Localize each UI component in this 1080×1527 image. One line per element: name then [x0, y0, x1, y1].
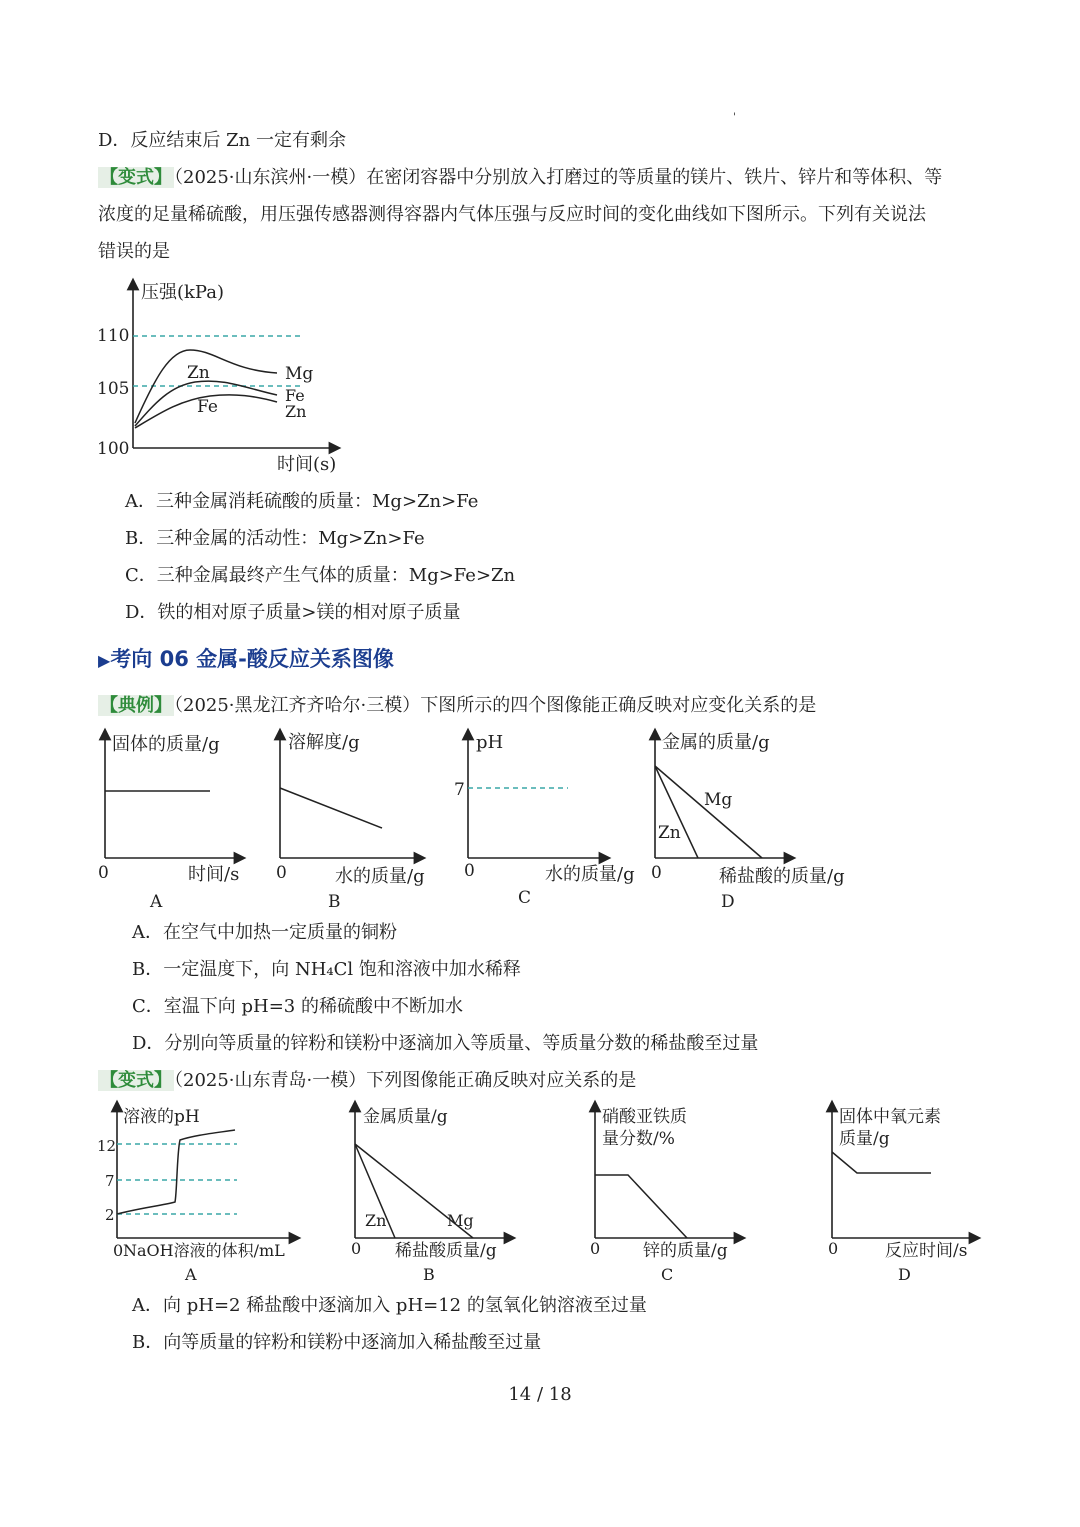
svg-text:溶解度/g: 溶解度/g [288, 732, 360, 753]
svg-text:反应时间/s: 反应时间/s [885, 1241, 968, 1261]
svg-text:7: 7 [105, 1172, 115, 1190]
svg-text:0: 0 [464, 861, 475, 881]
ytick-100: 100 [97, 439, 130, 459]
variant1-option-d: D．铁的相对原子质量>镁的相对原子质量 [125, 602, 461, 623]
svg-text:Zn: Zn [365, 1211, 387, 1230]
variant2-line1: 【变式】 （2025·山东青岛·一模）下列图像能正确反映对应关系的是 [100, 1070, 637, 1091]
variant1-option-a: A．三种金属消耗硫酸的质量：Mg>Zn>Fe [125, 491, 479, 512]
stray-mark: ' [733, 112, 736, 123]
svg-text:Mg: Mg [704, 790, 733, 810]
v2-graph-d [828, 1106, 975, 1284]
svg-text:NaOH溶液的体积/mL: NaOH溶液的体积/mL [123, 1241, 285, 1260]
svg-text:量分数/%: 量分数/% [602, 1129, 675, 1149]
label-zn-end: Zn [285, 402, 307, 421]
variant1-line3: 错误的是 [98, 241, 170, 262]
variant1-line2: 浓度的足量稀硫酸，用压强传感器测得容器内气体压强与反应时间的变化曲线如下图所示。下列有关说法 [98, 204, 926, 225]
svg-text:D: D [721, 892, 735, 912]
graph-c [454, 732, 635, 908]
graph-d-mg-line [655, 766, 762, 858]
svg-text:质量/g: 质量/g [839, 1129, 890, 1149]
y-axis-label: 压强(kPa) [141, 282, 224, 303]
triangle-icon: ▶ [98, 651, 111, 670]
svg-text:0: 0 [351, 1239, 362, 1258]
example-option-a: A．在空气中加热一定质量的铜粉 [132, 922, 397, 943]
example-line1: 【典例】 （2025·黑龙江齐齐哈尔·三模）下图所示的四个图像能正确反映对应变化关系的是 [100, 695, 817, 716]
variant1-option-b: B．三种金属的活动性：Mg>Zn>Fe [125, 528, 425, 549]
svg-text:0: 0 [98, 863, 109, 883]
svg-text:0: 0 [276, 863, 287, 883]
v2-graph-c [590, 1106, 740, 1284]
graph-d [651, 732, 845, 912]
graph-d-zn-line [655, 766, 698, 858]
graph-b-line [280, 788, 382, 828]
v2-graph-b [351, 1106, 510, 1284]
svg-text:水的质量/g: 水的质量/g [545, 864, 635, 885]
svg-text:时间/s: 时间/s [188, 864, 240, 885]
v2-graph-a-curve [117, 1130, 235, 1214]
ytick-105: 105 [97, 379, 130, 399]
variant2-option-a: A．向 pH=2 稀盐酸中逐滴加入 pH=12 的氢氧化钠溶液至过量 [132, 1295, 647, 1316]
variant2-option-b: B．向等质量的锌粉和镁粉中逐滴加入稀盐酸至过量 [132, 1332, 542, 1353]
svg-text:B: B [423, 1265, 435, 1284]
svg-text:A: A [185, 1265, 197, 1284]
svg-text:固体中氧元素: 固体中氧元素 [839, 1107, 941, 1127]
label-fe-end: Fe [285, 386, 305, 405]
svg-text:pH: pH [476, 732, 504, 753]
page-number: 14 / 18 [508, 1384, 572, 1405]
label-zn: Zn [187, 363, 210, 383]
svg-text:A: A [150, 892, 163, 912]
svg-text:C: C [518, 888, 532, 908]
svg-text:7: 7 [454, 780, 465, 800]
svg-text:稀盐酸的质量/g: 稀盐酸的质量/g [719, 866, 845, 887]
svg-text:0: 0 [828, 1239, 839, 1258]
svg-text:C: C [661, 1265, 674, 1284]
svg-text:0: 0 [113, 1241, 124, 1260]
svg-text:金属质量/g: 金属质量/g [363, 1107, 448, 1127]
svg-text:D: D [898, 1265, 911, 1284]
example-option-b: B．一定温度下，向 NH₄Cl 饱和溶液中加水稀释 [132, 959, 521, 980]
svg-text:溶液的pH: 溶液的pH [123, 1107, 200, 1127]
example-tag: 【典例】 [100, 695, 172, 716]
graph-b [276, 732, 425, 912]
example-graphs [90, 728, 870, 913]
prev-option-d: D．反应结束后 Zn 一定有剩余 [98, 130, 346, 151]
svg-text:稀盐酸质量/g: 稀盐酸质量/g [395, 1241, 497, 1261]
x-axis-label: 时间(s) [277, 454, 337, 475]
variant1-option-c: C．三种金属最终产生气体的质量：Mg>Fe>Zn [125, 565, 516, 586]
example-option-c: C．室温下向 pH=3 的稀硫酸中不断加水 [132, 996, 463, 1017]
variant1-line1: 【变式】 （2025·山东滨州·一模）在密闭容器中分别放入打磨过的等质量的镁片、铁片、锌片和等体积、等 [100, 167, 943, 188]
svg-text:2: 2 [105, 1206, 115, 1224]
section-title: 考向 06 金属-酸反应关系图像 [110, 647, 394, 671]
svg-text:B: B [328, 892, 341, 912]
variant-tag: 【变式】 [100, 167, 172, 188]
variant2-graphs [95, 1102, 985, 1287]
label-fe: Fe [197, 397, 218, 417]
svg-text:12: 12 [97, 1137, 117, 1155]
svg-text:金属的质量/g: 金属的质量/g [662, 732, 770, 753]
variant2-tag: 【变式】 [100, 1070, 172, 1091]
v2-graph-a [97, 1106, 295, 1284]
svg-text:Mg: Mg [447, 1211, 474, 1230]
pressure-time-graph [95, 278, 355, 478]
svg-text:硝酸亚铁质: 硝酸亚铁质 [602, 1107, 687, 1127]
example-option-d: D．分别向等质量的锌粉和镁粉中逐滴加入等质量、等质量分数的稀盐酸至过量 [132, 1033, 759, 1054]
svg-text:水的质量/g: 水的质量/g [335, 866, 425, 887]
svg-text:固体的质量/g: 固体的质量/g [112, 734, 220, 755]
section-heading [98, 643, 394, 673]
svg-text:Zn: Zn [658, 823, 681, 843]
label-mg: Mg [285, 364, 314, 384]
ytick-110: 110 [97, 326, 130, 346]
svg-text:0: 0 [590, 1239, 601, 1258]
svg-text:0: 0 [651, 863, 662, 883]
graph-a [98, 734, 240, 912]
svg-text:锌的质量/g: 锌的质量/g [643, 1241, 728, 1261]
